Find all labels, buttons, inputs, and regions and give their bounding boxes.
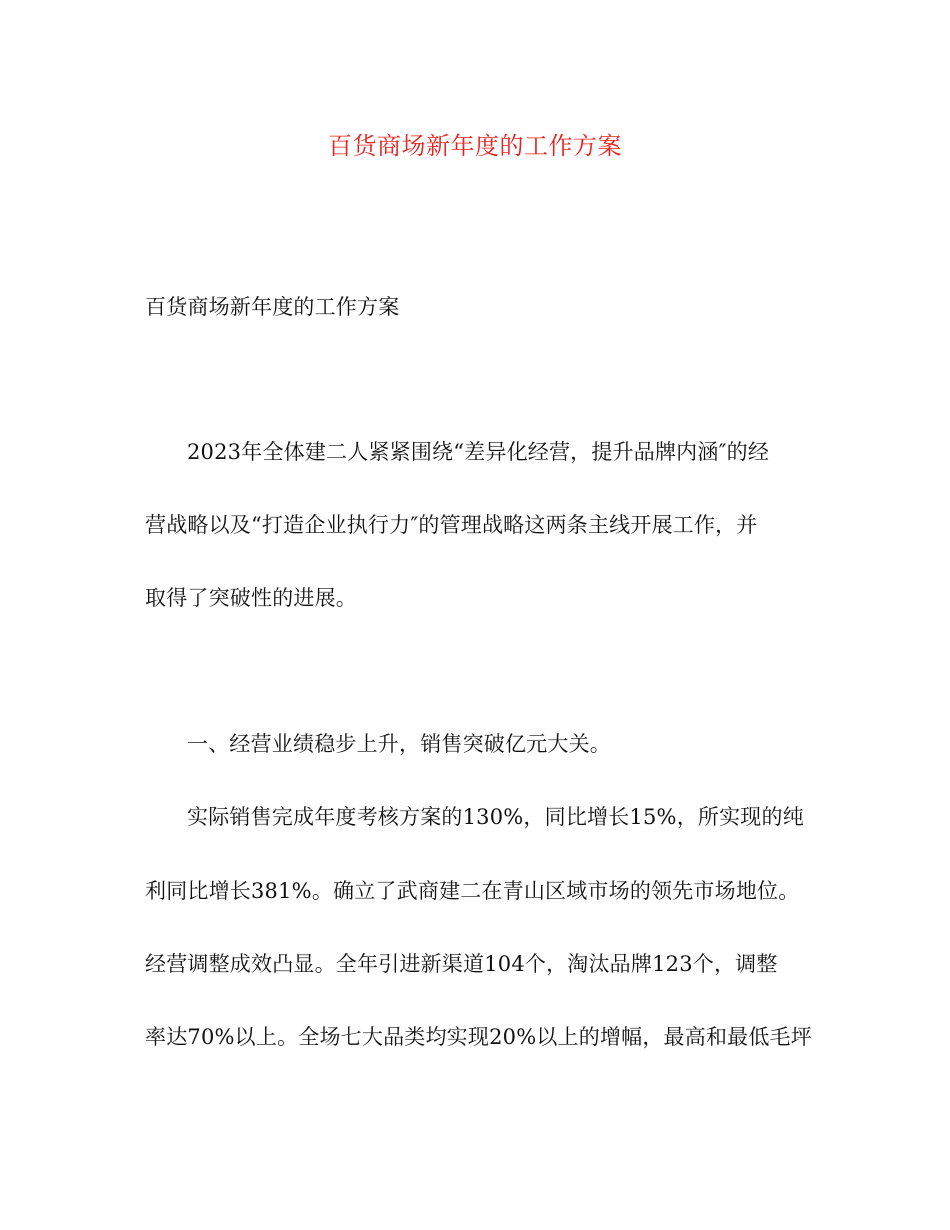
paragraph-line: 经营调整成效凸显。全年引进新渠道104个，淘汰品牌123个，调整 [145, 952, 778, 976]
paragraph-line: 实际销售完成年度考核方案的130%，同比增长15%，所实现的纯 [187, 805, 804, 829]
paragraph-line: 率达70%以上。全场七大品类均实现20%以上的增幅，最高和最低毛坪 [145, 1025, 812, 1049]
paragraph-line: 2023年全体建二人紧紧围绕“差异化经营，提升品牌内涵″的经 [187, 440, 770, 464]
paragraph-line: 营战略以及“打造企业执行力″的管理战略这两条主线开展工作，并 [145, 513, 758, 537]
paragraph-line: 利同比增长381%。确立了武商建二在青山区域市场的领先市场地位。 [145, 879, 800, 903]
document-heading: 百货商场新年度的工作方案 [145, 295, 400, 319]
section-heading: 一、经营业绩稳步上升，销售突破亿元大关。 [187, 732, 611, 756]
document-title: 百货商场新年度的工作方案 [328, 132, 622, 160]
paragraph-line: 取得了突破性的进展。 [145, 586, 357, 610]
